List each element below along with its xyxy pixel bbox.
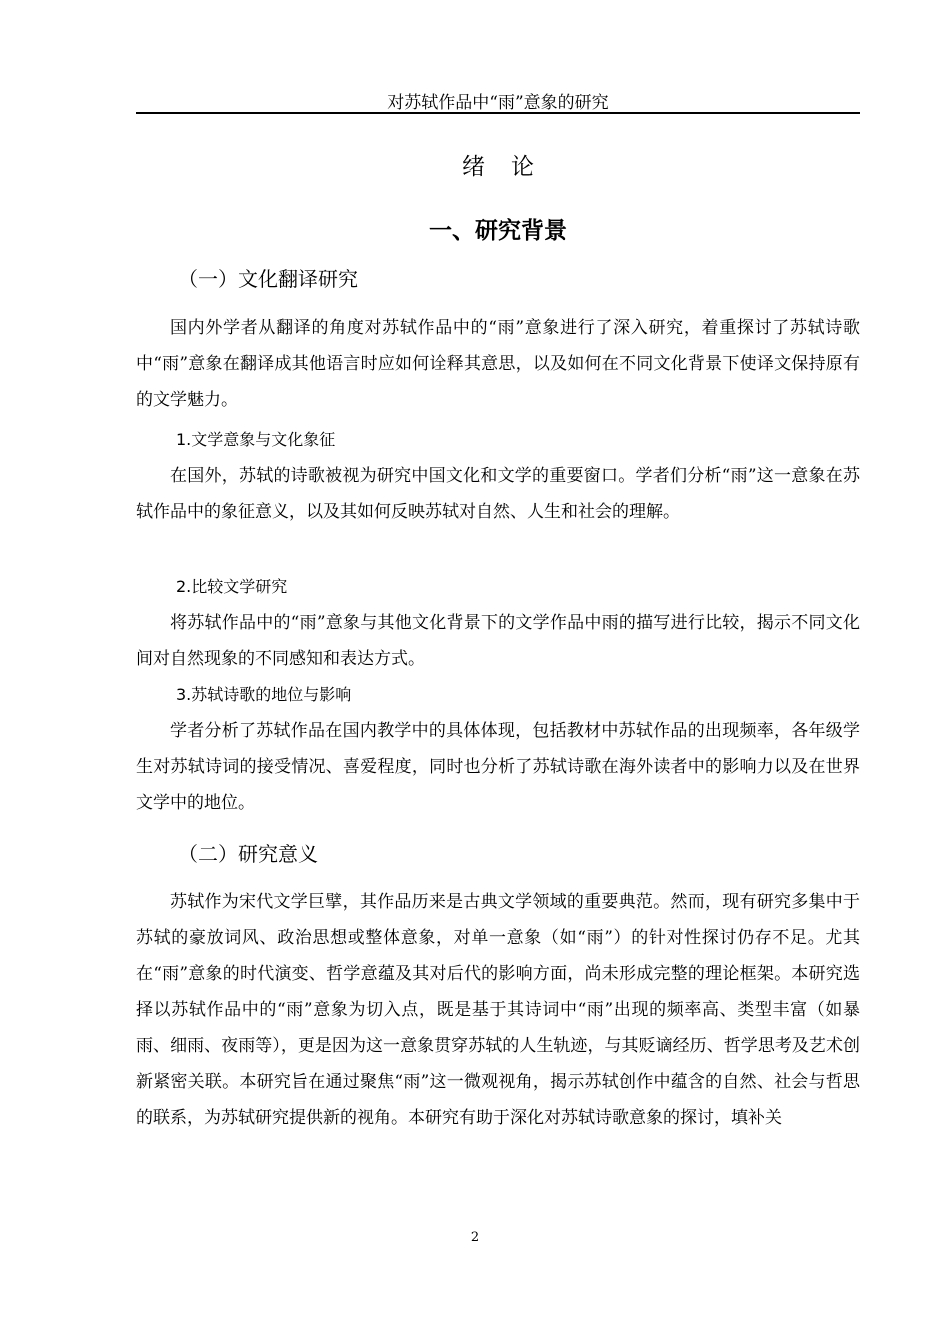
item-text-3: 学者分析了苏轼作品在国内教学中的具体体现，包括教材中苏轼作品的出现频率，各年级学生对苏轼诗词的接受情况、喜爱程度，同时也分析了苏轼诗歌在海外读者中的影响力以及在世界文学中的地位。 xyxy=(136,721,860,813)
item-heading-3: 3.苏轼诗歌的地位与影响 xyxy=(176,685,352,704)
chapter-title: 绪论 xyxy=(462,154,560,180)
item-heading-1: 1.文学意象与文化象征 xyxy=(176,430,336,449)
header-divider xyxy=(136,112,860,114)
section-title: 一、研究背景 xyxy=(429,218,567,244)
running-header: 对苏轼作品中“雨”意象的研究 xyxy=(387,93,609,113)
item-text-2: 将苏轼作品中的“雨”意象与其他文化背景下的文学作品中雨的描写进行比较，揭示不同文化间对自然现象的不同感知和表达方式。 xyxy=(136,613,860,669)
page-number: 2 xyxy=(470,1230,480,1245)
subsection-heading-1: （一）文化翻译研究 xyxy=(178,267,358,291)
item-text-1: 在国外，苏轼的诗歌被视为研究中国文化和文学的重要窗口。学者们分析“雨”这一意象在苏轼作品中的象征意义，以及其如何反映苏轼对自然、人生和社会的理解。 xyxy=(136,466,860,522)
item-heading-2: 2.比较文学研究 xyxy=(176,577,288,596)
subsection-2-text: 苏轼作为宋代文学巨擘，其作品历来是古典文学领域的重要典范。然而，现有研究多集中于苏轼的豪放词风、政治思想或整体意象，对单一意象（如“雨”）的针对性探讨仍存不足。尤其在“雨”意象的时代演变、哲学意蕴及其对后代的影响方面，尚未形成完整的理论框架。本研究选择以苏轼作品中的“雨”意象为切入点，既是基于其诗词中“雨”出现的频率高、类型丰富（如暴雨、细雨、夜雨等），更是因为这一意象贯穿苏轼的人生轨迹，与其贬谪经历、哲学思考及艺术创新紧密关联。本研究旨在通过聚焦“雨”这一微观视角，揭示苏轼创作中蕴含的自然、社会与哲思的联系，为苏轼研究提供新的视角。本研究有助于深化对苏轼诗歌意象的探讨，填补关 xyxy=(136,892,860,1128)
subsection-1-intro: 国内外学者从翻译的角度对苏轼作品中的“雨”意象进行了深入研究，着重探讨了苏轼诗歌中“雨”意象在翻译成其他语言时应如何诠释其意思，以及如何在不同文化背景下使译文保持原有的文学魅力。 xyxy=(136,318,860,410)
subsection-heading-2: （二）研究意义 xyxy=(178,842,318,866)
